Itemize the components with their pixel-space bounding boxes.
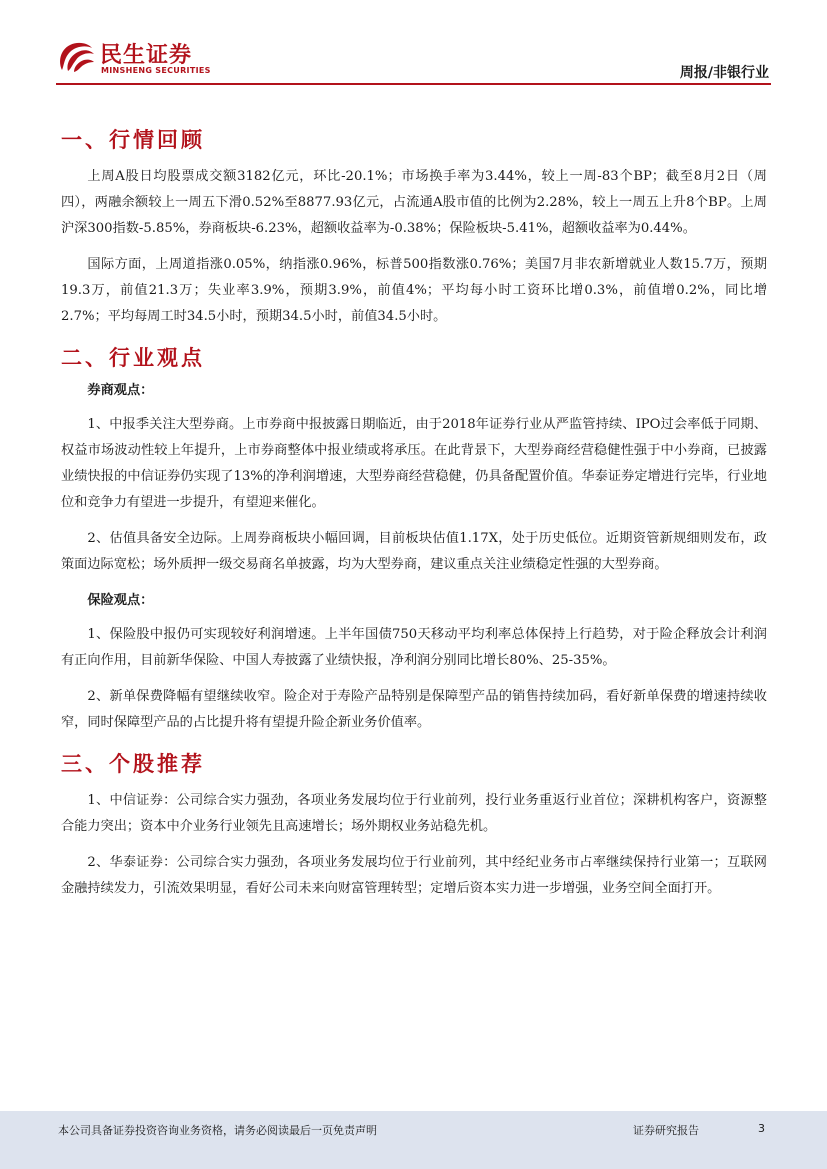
report-body [61,122,767,912]
subheading-broker-view: 券商观点： [87,383,154,398]
subheading-insurance-view: 保险观点： [87,593,154,608]
minsheng-logo-icon [56,40,96,76]
page-footer [0,1111,827,1169]
paragraph: 1、保险股中报仍可实现较好利润增速。上半年国债750天移动平均利率总体保持上行趋势，对于险企释放会计利润有正向作用，目前新华保险、中国人寿披露了业绩快报，净利润分别同比增长80%、25-35%。 [61,627,767,668]
paragraph: 上周A股日均股票成交额3182亿元，环比-20.1%；市场换手率为3.44%，较上一周-83个BP；截至8月2日（周四），两融余额较上一周五下滑0.52%至8877.93亿元，占流通A股市值的比例为2.28%，较上一周五上升8个BP。上周沪深300指数-5.85%，券商板块-6.23%，超额收益率为-0.38%；保险板块-5.41%，超额收益率为0.44%。 [61,169,767,236]
paragraph: 2、华泰证券：公司综合实力强劲，各项业务发展均位于行业前列，其中经纪业务市占率继续保持行业第一；互联网金融持续发力，引流效果明显，看好公司未来向财富管理转型；定增后资本实力进一步增强，业务空间全面打开。 [61,855,767,896]
paragraph: 1、中信证券：公司综合实力强劲，各项业务发展均位于行业前列，投行业务重返行业首位；深耕机构客户，资源整合能力突出；资本中介业务行业领先且高速增长；场外期权业务站稳先机。 [61,793,767,834]
page-number: 3 [758,1122,765,1135]
footer-disclaimer: 本公司具备证券投资咨询业务资格，请务必阅读最后一页免责声明 [58,1124,377,1137]
brand-name-cn: 民生证券 [100,43,193,68]
paragraph: 1、中报季关注大型券商。上市券商中报披露日期临近，由于2018年证券行业从严监管持续、IPO过会率低于同期、权益市场波动性较上年提升，上市券商整体中报业绩或将承压。在此背景下，大型券商经营稳健性强于中小券商，已披露业绩快报的中信证券仍实现了13%的净利润增速，大型券商经营稳健，仍具备配置价值。华泰证券定增进行完毕，行业地位和竞争力有望进一步提升，有望迎来催化。 [61,417,767,510]
section-title-stock-picks: 三、个股推荐 [61,752,205,776]
report-type-label: 周报/非银行业 [679,65,769,81]
section-title-market-review: 一、行情回顾 [61,128,205,152]
paragraph: 2、估值具备安全边际。上周券商板块小幅回调，目前板块估值1.17X，处于历史低位。近期资管新规细则发布，政策面边际宽松；场外质押一级交易商名单披露，均为大型券商，建议重点关注业绩稳定性强的大型券商。 [61,531,767,572]
header-divider [56,83,771,85]
paragraph: 2、新单保费降幅有望继续收窄。险企对于寿险产品特别是保障型产品的销售持续加码，看好新单保费的增速持续收窄，同时保障型产品的占比提升将有望提升险企新业务价值率。 [61,689,767,730]
paragraph: 国际方面，上周道指涨0.05%，纳指涨0.96%，标普500指数涨0.76%；美国7月非农新增就业人数15.7万，预期19.3万，前值21.3万；失业率3.9%，预期3.9%，前值4%；平均每小时工资环比增0.3%，前值增0.2%，同比增2.7%；平均每周工时34.5小时，预期34.5小时，前值34.5小时。 [61,257,767,324]
page-header [0,0,827,90]
section-title-industry-view: 二、行业观点 [61,346,205,370]
footer-doc-type: 证券研究报告 [633,1124,699,1137]
brand-name-en: MINSHENG SECURITIES [101,66,211,75]
